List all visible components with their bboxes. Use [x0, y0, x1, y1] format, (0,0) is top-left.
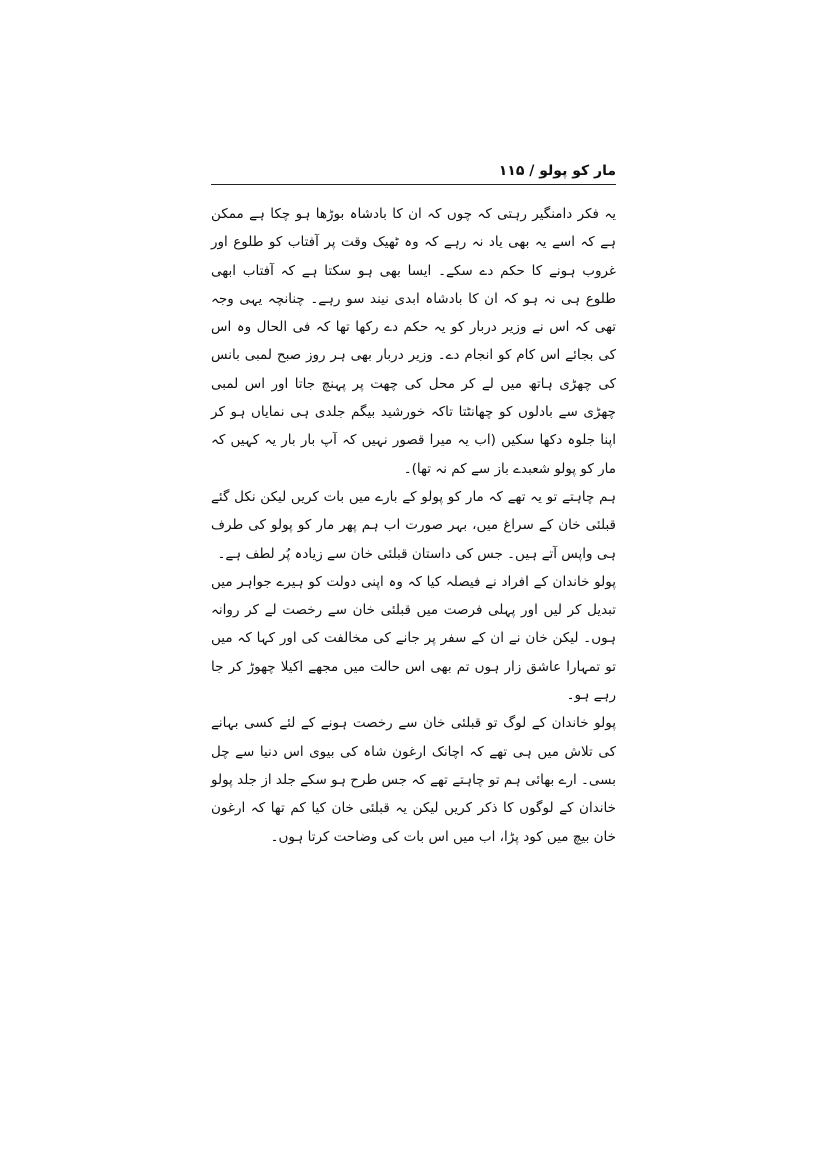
paragraph-1: یہ فکر دامنگیر رہتی کہ چوں کہ ان کا بادشاہ بوڑھا ہو چکا ہے ممکن ہے کہ اسے یہ بھی یاد نہ رہے کہ وہ ٹھیک وقت پر آفتاب کو طلوع اور غروب ہونے کا حکم دے سکے۔ ایسا بھی ہو سکتا ہے کہ آفتاب ابھی طلوع ہی نہ ہو کہ ان کا بادشاہ ابدی نیند سو رہے۔ چنانچہ یہی وجہ تھی کہ اس نے وزیر دربار کو یہ حکم دے رکھا تھا کہ فی الحال وہ اس کی بجائے اس کام کو انجام دے۔ وزیر دربار بھی ہر روز صبح لمبی بانس کی چھڑی ہاتھ میں لے کر محل کی چھت پر پہنچ جاتا اور اس لمبی چھڑی سے بادلوں کو چھانٹتا تاکہ خورشید بیگم جلدی ہی نمایاں ہو کر اپنا جلوہ دکھا سکیں (اب یہ میرا قصور نہیں کہ آپ بار بار یہ کہیں کہ مار کو پولو شعبدے باز سے کم نہ تھا)۔: [211, 206, 616, 477]
paragraph-2: ہم چاہتے تو یہ تھے کہ مار کو پولو کے بارے میں بات کریں لیکن نکل گئے قبلئی خان کے سراغ میں، بہر صورت اب ہم پھر مار کو پولو کی طرف ہی واپس آتے ہیں۔ جس کی داستان قبلئی خان سے زیادہ پُر لطف ہے۔: [211, 488, 616, 562]
running-head-title-page-number: مار کو پولو / ۱۱۵: [498, 163, 616, 179]
paragraph-4: پولو خاندان کے لوگ تو قبلئی خان سے رخصت ہونے کے لئے کسی بہانے کی تلاش میں ہی تھے کہ اچانک ارغون شاہ کی بیوی اس دنیا سے چل بسی۔ ارے بھائی ہم تو چاہتے تھے کہ جس طرح ہو سکے جلد از جلد پولو خاندان کے لوگوں کا ذکر کریں لیکن یہ قبلئی خان کیا کم تھا کہ ارغون خان بیچ میں کود پڑا، اب میں اس بات کی وضاحت کرتا ہوں۔: [211, 715, 616, 845]
header-divider: [211, 184, 616, 185]
body-text: [211, 200, 616, 851]
page-header: [211, 160, 616, 184]
paragraph-3: پولو خاندان کے افراد نے فیصلہ کیا کہ وہ اپنی دولت کو ہیرے جواہر میں تبدیل کر لیں اور پہلی فرصت میں قبلئی خان سے رخصت لے کر روانہ ہوں۔ لیکن خان نے ان کے سفر پر جانے کی مخالفت کی اور کہا کہ میں تو تمہارا عاشق زار ہوں تم بھی اس حالت میں مجھے اکیلا چھوڑ کر جا رہے ہو۔: [211, 573, 616, 704]
